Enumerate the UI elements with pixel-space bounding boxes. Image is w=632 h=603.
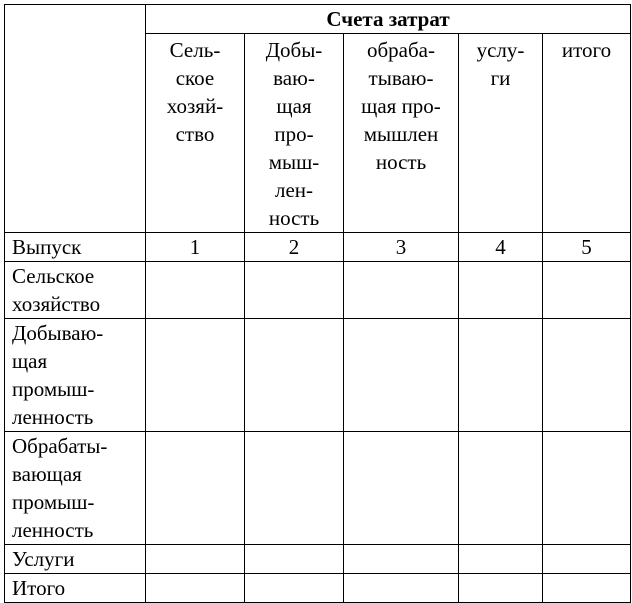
empty-cell (344, 432, 459, 545)
empty-cell (344, 319, 459, 432)
row-label-total: Итого (5, 574, 146, 603)
empty-cell (459, 545, 543, 574)
cost-accounts-table (4, 4, 631, 603)
empty-cell (245, 319, 344, 432)
empty-cell (245, 574, 344, 603)
column-header-total: итого (543, 34, 631, 233)
column-header-services: услу- ги (459, 34, 543, 233)
empty-cell (543, 545, 631, 574)
table-row (5, 319, 631, 432)
empty-cell (459, 432, 543, 545)
empty-cell (344, 545, 459, 574)
empty-cell (543, 574, 631, 603)
table-row (5, 545, 631, 574)
empty-cell (459, 574, 543, 603)
empty-cell (146, 432, 245, 545)
table-row (5, 262, 631, 319)
table-row (5, 574, 631, 603)
group-header-row (5, 5, 631, 34)
empty-cell (344, 574, 459, 603)
empty-cell (344, 262, 459, 319)
column-number: 5 (543, 233, 631, 262)
row-label-manufacturing: Обрабаты- вающая промыш- ленность (5, 432, 146, 545)
empty-cell (146, 262, 245, 319)
empty-cell (245, 432, 344, 545)
empty-cell (146, 319, 245, 432)
column-header-manufacturing: обраба- тываю- щая про- мышлен ность (344, 34, 459, 233)
empty-cell (543, 432, 631, 545)
row-label-agriculture: Сельское хозяйство (5, 262, 146, 319)
empty-cell (543, 319, 631, 432)
empty-cell (459, 262, 543, 319)
column-header-mining: Добы- ваю- щая про- мыш- лен- ность (245, 34, 344, 233)
empty-cell (245, 545, 344, 574)
output-row-label: Выпуск (5, 233, 146, 262)
empty-cell (543, 262, 631, 319)
column-number: 4 (459, 233, 543, 262)
group-header: Счета затрат (146, 5, 631, 34)
table-row (5, 432, 631, 545)
empty-cell (146, 574, 245, 603)
column-number: 3 (344, 233, 459, 262)
empty-cell (146, 545, 245, 574)
empty-cell (459, 319, 543, 432)
column-number: 1 (146, 233, 245, 262)
corner-cell (5, 5, 146, 233)
row-label-services: Услуги (5, 545, 146, 574)
empty-cell (245, 262, 344, 319)
output-row (5, 233, 631, 262)
row-label-mining: Добываю- щая промыш- ленность (5, 319, 146, 432)
column-number: 2 (245, 233, 344, 262)
column-header-agriculture: Сель- ское хозяй- ство (146, 34, 245, 233)
